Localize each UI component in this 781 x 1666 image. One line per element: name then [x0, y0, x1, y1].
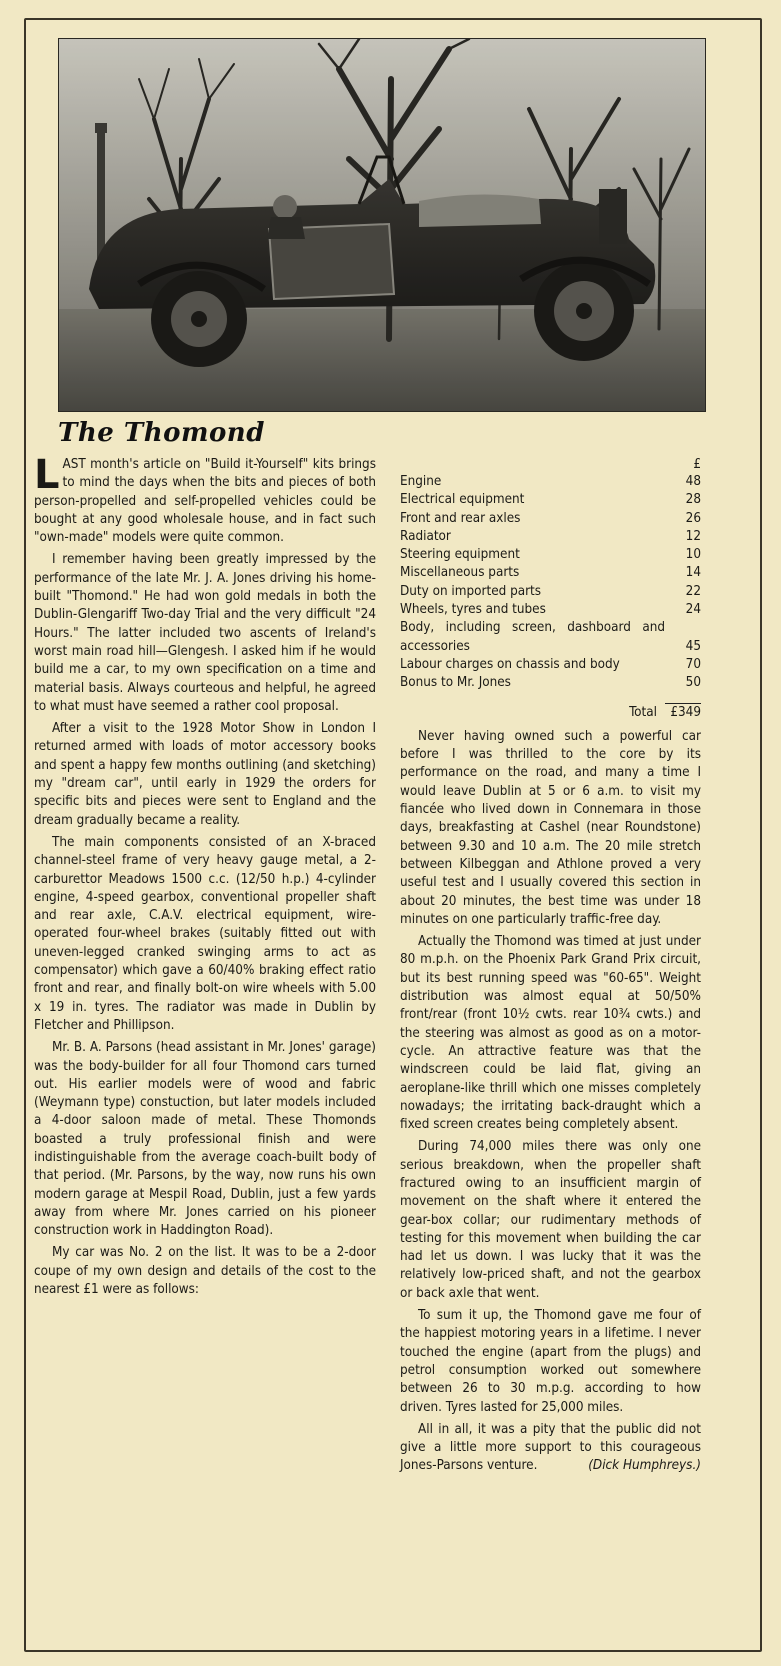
article-paragraph: Actually the Thomond was timed at just under 80 m.p.h. on the Phoenix Park Grand Prix circuit, but its best running speed was "60-65". Weight distribution was almost equal at 50/50% front/rear (front 10½ cwts. rear 10¾ cwts.) and the steering was almost as good as on a motor-cycle. An attractive feature was that the windscreen could be laid flat, giving an aeroplane-like thrill which one misses completely nowadays; the irritating back-draught which a fixed screen creates being completely absent. — [400, 934, 701, 1133]
article-paragraph: I remember having been greatly impressed by the performance of the late Mr. J. A. Jones driving his home-built "Thomond." He had won gold medals in both the Dublin-Glengariff Two-day Trial and the very difficult "24 Hours." The latter included two ascents of Ireland's worst main road hill—Glengesh. I asked him if he would build me a car, to my own specification on a time and material basis. Always courteous and helpful, he agreed to what must have seemed a rather cool proposal. — [34, 552, 376, 714]
cost-item-amount: 22 — [685, 583, 701, 599]
article-paragraph: The main components consisted of an X-braced channel-steel frame of very heavy gauge metal, a 2-carburettor Meadows 1500 c.c. (12/50 h.p.) 4-cylinder engine, 4-speed gearbox, conventional propeller shaft and rear axle, C.A.V. electrical equipment, wire-operated four-wheel brakes (suitably fitted out with uneven-legged cranked swinging arms to act as compensator) which gave a 60/40% braking effect ratio front and rear, and finally bolt-on wire wheels with 5.00 x 19 in. tyres. The radiator was made in Dublin by Fletcher and Phillipson. — [34, 834, 376, 1033]
article-paragraph: During 74,000 miles there was only one serious breakdown, when the propeller shaft fractured owing to an insufficient margin of movement on the shaft where it entered the gear-box collar; our rudimentary methods of testing for this movement when building the car had let us down. I was lucky that it was the relatively low-priced shaft, and not the gearbox or back axle that went. — [400, 1139, 701, 1301]
article-paragraph: My car was No. 2 on the list. It was to be a 2-door coupe of my own design and details of the cost to the nearest £1 were as follows: — [34, 1245, 376, 1298]
cost-item-label: Steering equipment — [400, 547, 520, 563]
cost-item-label: Wheels, tyres and tubes — [400, 602, 546, 618]
cost-item-amount: 50 — [685, 675, 701, 691]
cost-table — [400, 457, 701, 722]
cost-item-label: Body, including screen, dashboard and accessories — [400, 620, 665, 654]
cost-item-label: Miscellaneous parts — [400, 565, 520, 581]
author-signature: (Dick Humphreys.) — [588, 1458, 701, 1474]
cost-row — [400, 491, 701, 509]
cost-item-label: Labour charges on chassis and body — [400, 656, 620, 672]
cost-item-label: Radiator — [400, 528, 451, 544]
cost-item-label: Front and rear axles — [400, 510, 521, 526]
total-label: Total — [629, 704, 657, 720]
cost-row — [400, 601, 701, 619]
cost-row — [400, 674, 701, 692]
article-paragraph: All in all, it was a pity that the public did not give a little more support to this courageous Jones-Parsons venture. (Dick Humphreys.) — [400, 1421, 701, 1476]
vintage-car-photo — [58, 38, 706, 412]
article-paragraph: Mr. B. A. Parsons (head assistant in Mr. Jones' garage) was the body-builder for all four Thomond cars turned out. His earlier models were of wood and fabric (Weymann type) constuction, but later models included a 4-door saloon made of metal. These Thomonds boasted a truly professional finish and were indistinguishable from the average coach-built body of that period. (Mr. Parsons, by the way, now runs his own modern garage at Mespil Road, Dublin, just a few yards away from where Mr. Jones carried on his pioneer construction work in Haddington Road). — [34, 1040, 376, 1239]
article-paragraph: LAST month's article on "Build it-Yourself" kits brings to mind the days when the bits and pieces of both person-propelled and self-propelled vehicles could be bought at any good wholesale house, and in fact such "own-made" models were quite common. — [34, 452, 376, 546]
cost-item-amount: 26 — [685, 510, 701, 526]
cost-row — [400, 656, 701, 674]
cost-row — [400, 546, 701, 564]
total-amount: £349 — [670, 704, 701, 720]
cost-row — [400, 528, 701, 546]
cost-row — [400, 583, 701, 601]
cost-item-label: Electrical equipment — [400, 492, 525, 508]
cost-row — [400, 564, 701, 582]
cost-item-amount: 14 — [685, 565, 701, 581]
cost-item-amount: 28 — [685, 492, 701, 508]
cost-item-amount: 48 — [685, 474, 701, 489]
article-column-right — [400, 457, 701, 1480]
article-paragraph: After a visit to the 1928 Motor Show in London I returned armed with loads of motor accessory books and spent a happy few months outlining (and sketching) my "dream car", until early in 1929 the orders for specific bits and pieces were sent to England and the dream gradually became a reality. — [34, 721, 376, 828]
cost-row — [400, 473, 701, 491]
article-title: The Thomond — [58, 418, 265, 448]
currency-header: £ — [693, 457, 701, 472]
cost-row — [400, 619, 701, 656]
article-column-left — [34, 452, 376, 1303]
cost-item-amount: 10 — [685, 547, 701, 563]
drop-cap: L — [34, 452, 60, 498]
cost-item-label: Bonus to Mr. Jones — [400, 675, 511, 691]
cost-item-amount: 12 — [685, 528, 701, 544]
cost-item-amount: 70 — [685, 656, 701, 672]
article-paragraph: Never having owned such a powerful car before I was thrilled to the core by its performance on the road, and many a time I would leave Dublin at 5 or 6 a.m. to visit my fiancée who lived down in Connemara in those days, breakfasting at Cashel (near Roundstone) between 9.30 and 10 a.m. The 20 mile stretch between Kilbeggan and Athlone proved a very useful test and I usually covered this section in about 20 minutes, the best time was under 18 minutes on one particularly traffic-free day. — [400, 728, 701, 927]
article-paragraph: To sum it up, the Thomond gave me four of the happiest motoring years in a lifetime. I never touched the engine (apart from the plugs) and petrol consumption worked out somewhere between 26 to 30 m.p.g. according to how driven. Tyres lasted for 25,000 miles. — [400, 1308, 701, 1415]
cost-item-label: Duty on imported parts — [400, 583, 542, 599]
cost-item-amount: 24 — [685, 602, 701, 618]
thomond-car-photo-illustration — [59, 39, 705, 411]
cost-item-label: Engine — [400, 474, 442, 489]
cost-item-amount: 45 — [685, 638, 701, 654]
cost-row — [400, 510, 701, 528]
